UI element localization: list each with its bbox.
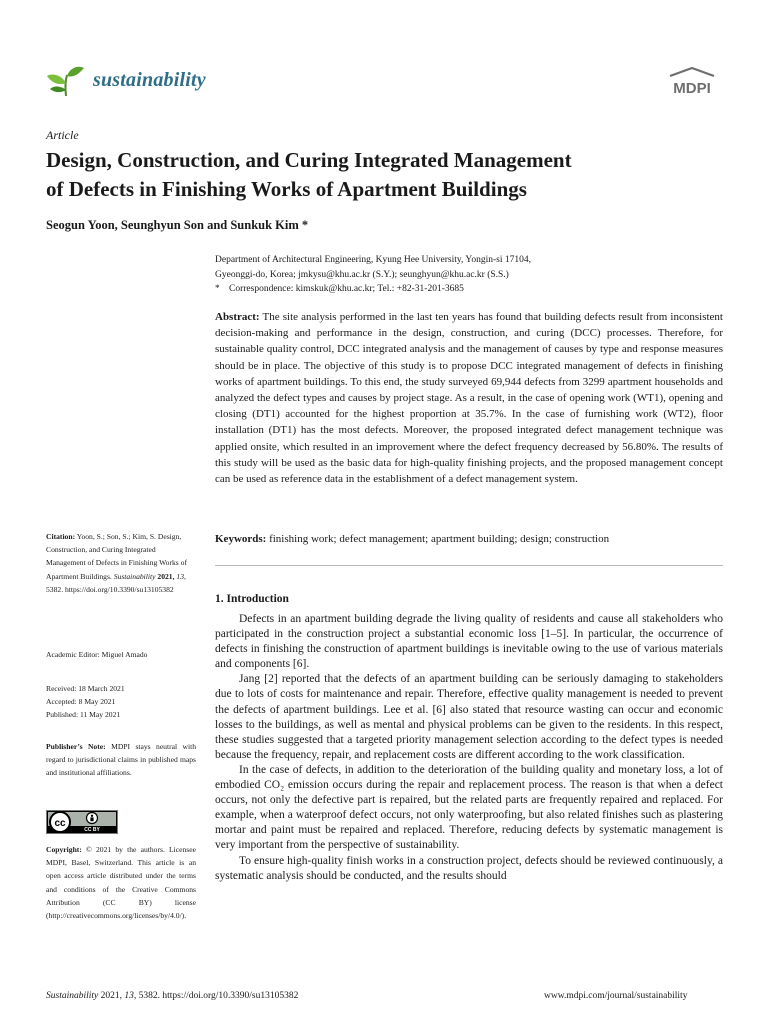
cc-badge-text: CC BY: [84, 827, 100, 833]
abstract-label: Abstract:: [215, 311, 260, 323]
keywords-text: finishing work; defect management; apartment building; design; construction: [269, 533, 610, 545]
abstract-text: The site analysis performed in the last ten years has found that building defects result from inconsistent decision-making and performance in the design, construction, and curing (DCC) processes. Therefore, for sustainable quality control, DCC integrated analysis and the management of causes by type and response measures should be in place. The objective of this study is to propose DCC integrated management of defects in finishing works of apartment buildings. To this end, the study surveyed 69,944 defects from 3299 apartment households and analyzed the defect types and causes by project stage. As a result, in the case of opening work (WT1), opening and closing (DT1) accounted for the highest proportion at 35.7%. In the case of furnishing work (WT2), floor installation (DT1) has the most defects. Moreover, the proposed integrated defect management technique was applied onsite, which resulted in an improvement where the defect frequency decreased by 56.80%. The results of this study will be used as the basic data for high-quality finishing projects, and the proposed management concept can be used as reference data in the establishment of a defect management system.: [215, 311, 723, 486]
correspondence: [215, 282, 725, 297]
academic-editor: Academic Editor: Miguel Amado: [46, 650, 148, 659]
copyright-text: © 2021 by the authors. Licensee MDPI, Basel, Switzerland. This article is an open access article distributed under the terms and conditions of the Creative Commons Attribution (CC BY) license (http://creativecommons.org/licenses/by/4.0/).: [46, 845, 196, 921]
svg-text:cc: cc: [54, 818, 66, 829]
citation-volume: 13,: [176, 571, 186, 581]
keywords: [215, 531, 723, 547]
accepted-date: Accepted: 8 May 2021: [46, 697, 116, 707]
citation-year: 2021,: [157, 571, 175, 581]
published-date: Published: 11 May 2021: [46, 710, 121, 720]
affiliation-line-2: Gyeonggi-do, Korea; jmkysu@khu.ac.kr (S.Y.); seunghyun@khu.ac.kr (S.S.): [215, 269, 509, 280]
correspondence-star: *: [215, 284, 220, 294]
sustainability-leaf-logo-icon: [46, 64, 86, 98]
publisher-note-text: MDPI stays neutral with regard to jurisdictional claims in published maps and institutional affiliations.: [46, 742, 196, 778]
dates: [46, 682, 196, 722]
intro-paragraph-4: To ensure high-quality finish works in a construction project, defects should be reviewed continuously, a systematic analysis should be conducted, and the results should: [215, 854, 723, 882]
copyright-label: Copyright:: [46, 845, 82, 854]
received-date: Received: 18 March 2021: [46, 684, 125, 693]
intro-paragraph-2: Jang [2] reported that the defects of an apartment building can be seriously damaging to stakeholders due to lots of costs for maintenance and repair. Therefore, effective quality management is needed to prevent the defects of apartment buildings. Lee et al. [6] also stated that resource wasting can occur and economic losses to the buildings, as well as mental and physical problems can be given to the residents. In this respect, these studies suggested that a targeted priority management selection according to the defect types is needed because the frequency, repair, and replacement costs are different according to the work classification.: [215, 673, 723, 761]
mdpi-logo: [662, 66, 722, 100]
intro-paragraph-1: Defects in an apartment building degrade the living quality of residents and cause all stakeholders who participated in the construction project a substantial economic loss [1–5]. In particular, the occurrence of defects in finishing the construction of apartment buildings is inevitable owing to the use of various materials and components [6].: [215, 613, 723, 671]
paper-title-line-2: of Defects in Finishing Works of Apartment Buildings: [46, 177, 527, 201]
citation-text: Yoon, S.; Son, S.; Kim, S. Design, Construction, and Curing Integrated Management of Defects in Finishing Works of Apartment Buildings.: [46, 532, 187, 581]
keywords-label: Keywords:: [215, 533, 267, 545]
correspondence-text: Correspondence: kimskuk@khu.ac.kr; Tel.: +82-31-201-3685: [229, 284, 464, 294]
paper-title: [46, 146, 726, 204]
footer-citation: [46, 991, 298, 1001]
citation-journal: Sustainability: [113, 571, 156, 581]
citation-doi[interactable]: 5382. https://doi.org/10.3390/su13105382: [46, 584, 174, 594]
publisher-note: [46, 740, 196, 780]
footer-journal: Sustainability: [46, 991, 99, 1001]
authors: Seogun Yoon, Seunghyun Son and Sunkuk Kim *: [46, 218, 309, 232]
mdpi-logo-icon: [662, 66, 722, 100]
publisher-note-label: Publisher’s Note:: [46, 742, 106, 751]
footer-journal-url[interactable]: www.mdpi.com/journal/sustainability: [544, 991, 688, 1001]
footer-doi[interactable]: 5382. https://doi.org/10.3390/su13105382: [138, 991, 299, 1001]
citation-label: Citation:: [46, 532, 76, 541]
article-type: Article: [46, 128, 79, 142]
footer-year: 2021,: [100, 991, 122, 1001]
paper-title-line-1: Design, Construction, and Curing Integrated Management: [46, 148, 572, 172]
introduction-body: [215, 612, 723, 884]
journal-name: sustainability: [93, 69, 206, 91]
section-heading: 1. Introduction: [215, 593, 289, 605]
affiliation: [215, 253, 725, 297]
section-divider: [215, 565, 723, 566]
copyright: [46, 843, 196, 922]
footer-volume: 13,: [124, 991, 137, 1001]
abstract: [215, 309, 723, 487]
intro-paragraph-3: In the case of defects, in addition to the deterioration of the building quality and monetary loss, a lot of embodied CO₂ emission occurs during the repair and replacement process. The reason is that when a defect occurs, not only the defective part is repaired, but the related parts are frequently repaired and replaced. For example, when a waterproof defect occurs, not only waterproofing, but also related finishes such as plastering mortar and paint must be repaired and replaced. Therefore, reducing defects by systematic management is very important from the perspective of sustainability.: [215, 763, 723, 852]
mdpi-logo-text: MDPI: [673, 80, 711, 97]
cc-by-license-icon[interactable]: [46, 810, 118, 834]
affiliation-line-1: Department of Architectural Engineering, Kyung Hee University, Yongin-si 17104,: [215, 255, 531, 265]
citation: [46, 530, 196, 596]
